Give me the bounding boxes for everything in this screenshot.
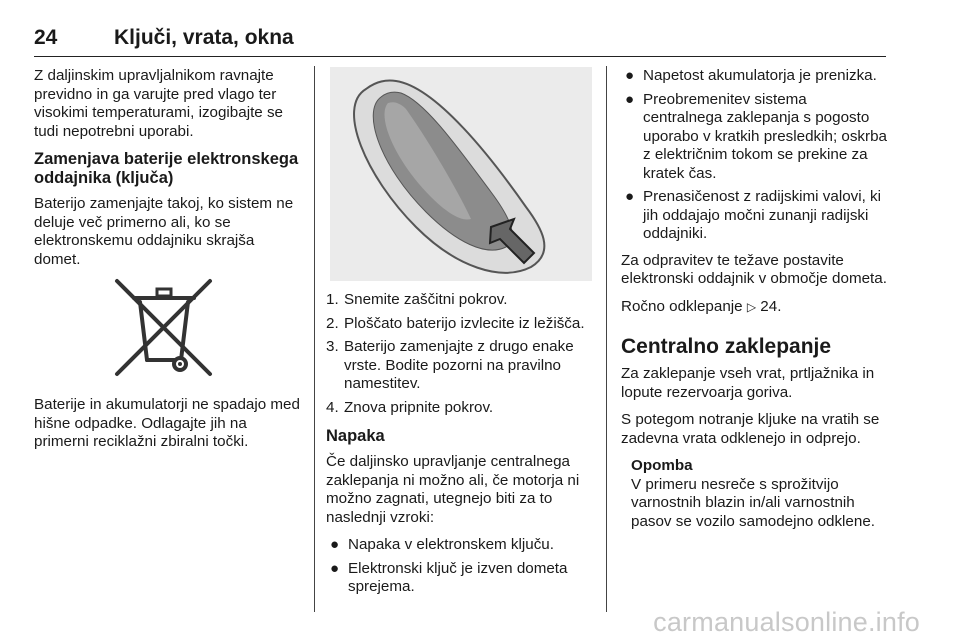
note-box (621, 457, 889, 531)
central-locking-heading: Centralno zaklepanje (621, 335, 832, 358)
list-item: ● Elektronski ključ je izven dometa sprejema. (330, 559, 568, 595)
column-3 (621, 67, 889, 531)
ref-link[interactable]: 24. (760, 297, 782, 315)
handle-paragraph: S potegom notranje kljuke na vratih se zadevna vrata odklenejo in odprejo. (621, 411, 880, 447)
battery-paragraph: Baterijo zamenjajte takoj, ko sistem ne deluje več primerno ali, ko se elektronskemu oddajniku skrajša domet. (34, 195, 294, 268)
page-number: 24 (34, 26, 58, 49)
battery-heading: Zamenjava baterije elektronskega oddajnika (ključa) (34, 150, 299, 187)
column-divider-2 (606, 66, 607, 612)
note-title: Opomba (631, 457, 693, 474)
list-item: ● Napaka v elektronskem ključu. (330, 536, 554, 553)
list-item: 4. Znova pripnite pokrov. (326, 398, 494, 416)
list-item: ● Napetost akumulatorja je prenizka. (625, 67, 877, 84)
triangle-ref-icon: ▷ (746, 299, 757, 314)
list-item: 2. Ploščato baterijo izvlecite iz ležišča. (326, 314, 585, 332)
cause-bullets (621, 67, 889, 244)
manual-unlock-ref: Ročno odklepanje ▷ 24. (621, 297, 782, 315)
fault-bullets (326, 536, 594, 597)
column-2 (326, 67, 594, 605)
key-illustration (326, 67, 594, 281)
fault-paragraph: Če daljinsko upravljanje centralnega zaklepanja ni možno ali, če motorja ni možno zagnati, utegnejo biti za to naslednji vzroki: (326, 453, 580, 526)
fault-heading: Napaka (326, 427, 385, 445)
disposal-paragraph: Baterije in akumulatorji ne spadajo med hišne odpadke. Odlagajte jih na primerni reciklažni zbiralni točki. (34, 396, 300, 450)
note-text: V primeru nesreče s sprožitvijo varnostnih blazin in/ali varnostnih pasov se vozilo samodejno odklene. (631, 475, 875, 530)
column-divider-1 (314, 66, 315, 612)
intro-paragraph: Z daljinskim upravljalnikom ravnajte previdno in ga varujte pred vlago ter visokimi temperaturami, izogibajte se tudi nepotrebni uporabi. (34, 67, 283, 140)
list-item: 3. Baterijo zamenjajte z drugo enake vrste. Bodite pozorni na pravilno namestitev. (326, 338, 574, 392)
steps-list (326, 291, 594, 417)
list-item: ● Preobremenitev sistema centralnega zaklepanja s pogosto uporabo v kratkih presledkih; oskrba z električnim tokom se prekine za kratek čas. (625, 90, 887, 182)
list-item: ● Prenasičenost z radijskimi valovi, ki jih oddajajo močni zunanji radijski oddajniki. (625, 188, 882, 242)
list-item: 1. Snemite zaščitni pokrov. (326, 291, 508, 308)
crossed-bin-icon (34, 278, 302, 388)
column-1 (34, 67, 302, 461)
chapter-title: Ključi, vrata, okna (114, 26, 294, 49)
locking-paragraph: Za zaklepanje vseh vrat, prtljažnika in lopute rezervoarja goriva. (621, 365, 875, 401)
fix-paragraph: Za odpravitev te težave postavite elektronski oddajnik v območje dometa. (621, 251, 887, 287)
page-header (34, 26, 886, 57)
watermark: carmanualsonline.info (653, 607, 920, 637)
